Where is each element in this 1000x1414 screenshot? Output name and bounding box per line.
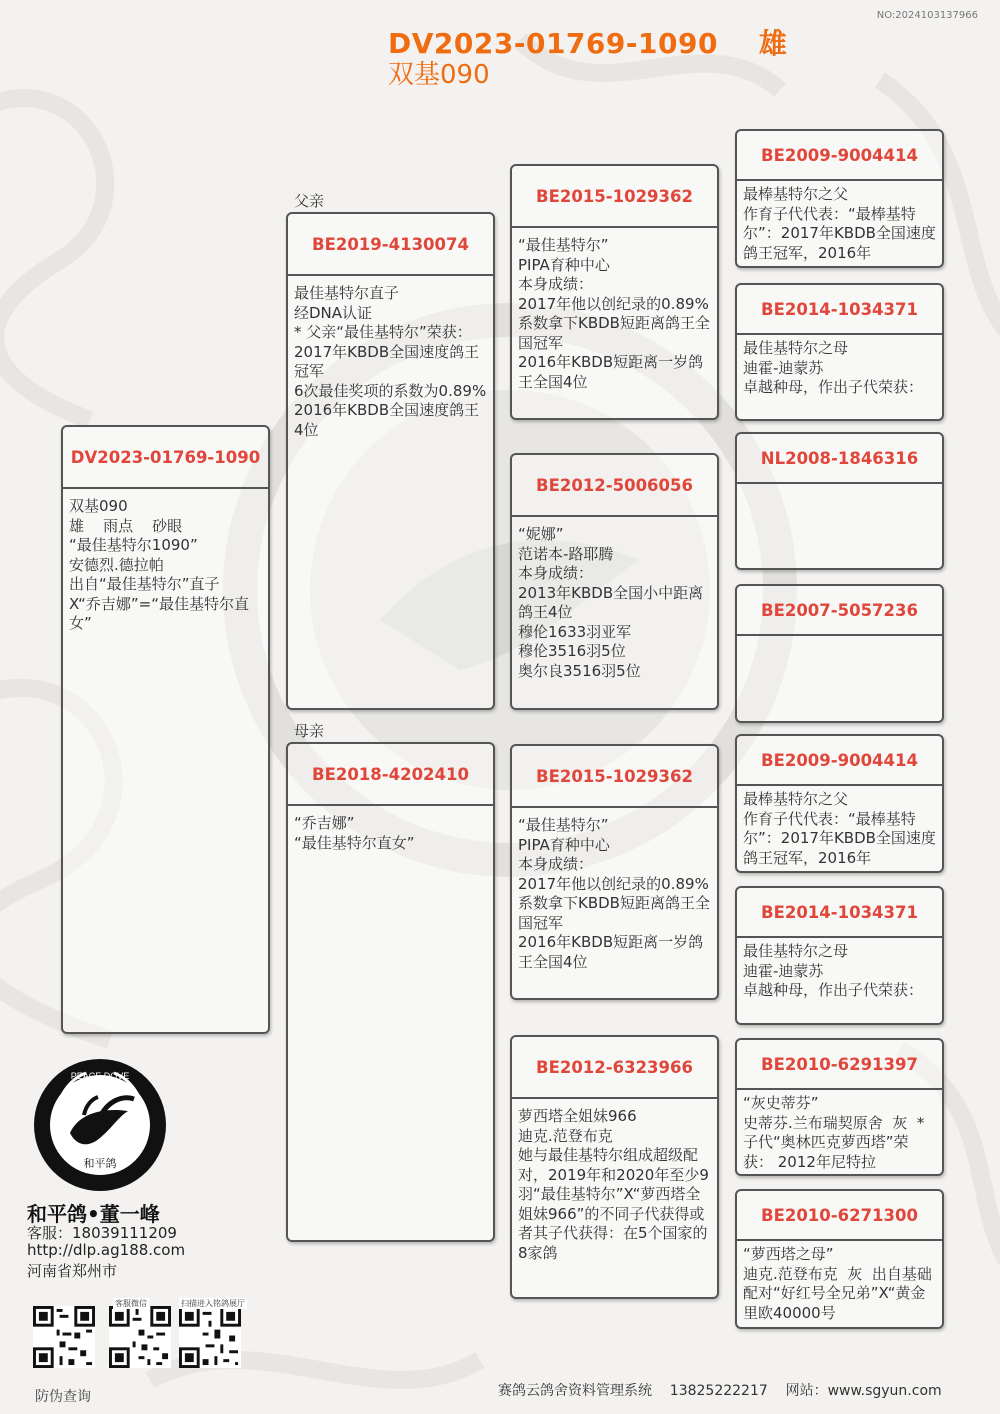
showroom-qr-code[interactable] bbox=[179, 1306, 241, 1368]
logo-top-text: PEACE DOVE bbox=[70, 1071, 130, 1081]
footer-info: 赛鸽云鸽舍资料管理系统 13825222217 网站：www.sgyun.com bbox=[498, 1383, 942, 1399]
grandsire-paternal-details: “最佳基特尔” PIPA育种中心 本身成绩： 2017年他以创纪录的0.89%系数拿下KBDB短距离鸽王全国冠军 2016年KBDB短距离一岁鸽王全国4位 bbox=[518, 236, 710, 391]
pigeon-name: 双基090 bbox=[388, 60, 490, 90]
granddam-paternal-details: “妮娜” 范诺本-路耶腾 本身成绩： 2013年KBDB全国小中距离鸽王4位 穆伦1633羽亚军 穆伦3516羽5位 奥尔良3516羽5位 bbox=[518, 525, 704, 680]
breeder-name: 和平鸽•董一峰 bbox=[27, 1202, 160, 1226]
mother-details: “乔吉娜” “最佳基特尔直女” bbox=[294, 814, 415, 852]
great-grandparent-ring: NL2008-1846316 bbox=[737, 434, 942, 484]
grandsire-maternal-card bbox=[510, 744, 719, 1000]
great-grandparent-ring: BE2014-1034371 bbox=[737, 285, 942, 335]
great-grandparent-details: “萝西塔之母” 迪克.范登布克 灰 出自基础配对“好红号全兄弟”X“黄金里欧40000号 bbox=[743, 1245, 932, 1322]
granddam-maternal-card bbox=[510, 1035, 719, 1299]
granddam-maternal-ring: BE2012-6323966 bbox=[512, 1037, 717, 1099]
great-grandparent-ring: BE2010-6291397 bbox=[737, 1040, 942, 1090]
granddam-paternal-ring: BE2012-5006056 bbox=[512, 455, 717, 517]
father-ring: BE2019-4130074 bbox=[288, 214, 493, 276]
granddam-maternal-details: 萝西塔全姐妹966 迪克.范登布克 她与最佳基特尔组成超级配对，2019年和2020年至少9羽“最佳基特尔”X“萝西塔全姐妹966”的不同子代获得或者其子代获得：在5个国家的8家鸽 bbox=[518, 1107, 709, 1262]
mother-label: 母亲 bbox=[294, 722, 325, 740]
subject-details: 双基090 雄 雨点 砂眼 “最佳基特尔1090” 安德烈.德拉帕 出自“最佳基特尔”直子 X“乔吉娜”=“最佳基特尔直女” bbox=[69, 497, 249, 632]
customer-service-qr-code[interactable] bbox=[109, 1306, 171, 1368]
peace-dove-logo bbox=[30, 1055, 170, 1195]
great-grandparent-details bbox=[737, 636, 942, 640]
father-card bbox=[286, 212, 495, 710]
great-grandparent-card-3 bbox=[735, 432, 944, 570]
subject-card bbox=[61, 425, 270, 1034]
document-number: NO:2024103137966 bbox=[876, 10, 978, 21]
mother-card bbox=[286, 742, 495, 1242]
great-grandparent-card-1 bbox=[735, 129, 944, 268]
qr-label-showroom: 扫描进入铭鸽展厅 bbox=[181, 1299, 245, 1308]
anti-fake-label: 防伪查询 bbox=[35, 1389, 91, 1405]
subject-ring: DV2023-01769-1090 bbox=[63, 427, 268, 489]
great-grandparent-card-8 bbox=[735, 1189, 944, 1329]
granddam-paternal-card bbox=[510, 453, 719, 710]
great-grandparent-ring: BE2009-9004414 bbox=[737, 131, 942, 181]
grandsire-maternal-ring: BE2015-1029362 bbox=[512, 746, 717, 808]
great-grandparent-card-2 bbox=[735, 283, 944, 421]
anti-fake-qr-code[interactable] bbox=[33, 1306, 95, 1368]
great-grandparent-ring: BE2014-1034371 bbox=[737, 888, 942, 938]
great-grandparent-details: 最棒基特尔之父 作育子代代表：“最棒基特尔”：2017年KBDB全国速度鸽王冠军，2016年 bbox=[743, 790, 936, 867]
grandsire-paternal-card bbox=[510, 164, 719, 420]
great-grandparent-details: “灰史蒂芬” 史蒂芬.兰布瑞契原舍 灰 *子代“奥林匹克萝西塔”荣获： 2012年尼特拉 bbox=[743, 1094, 925, 1171]
father-label: 父亲 bbox=[294, 192, 325, 210]
great-grandparent-details: 最佳基特尔之母 迪霍-迪蒙苏 卓越种母，作出子代荣获： bbox=[743, 339, 924, 396]
great-grandparent-ring: BE2007-5057236 bbox=[737, 586, 942, 636]
grandsire-maternal-details: “最佳基特尔” PIPA育种中心 本身成绩： 2017年他以创纪录的0.89%系数拿下KBDB短距离鸽王全国冠军 2016年KBDB短距离一岁鸽王全国4位 bbox=[518, 816, 710, 971]
great-grandparent-ring: BE2010-6271300 bbox=[737, 1191, 942, 1241]
great-grandparent-ring: BE2009-9004414 bbox=[737, 736, 942, 786]
logo-bottom-text: 和平鸽 bbox=[83, 1157, 117, 1170]
grandsire-paternal-ring: BE2015-1029362 bbox=[512, 166, 717, 228]
great-grandparent-card-7 bbox=[735, 1038, 944, 1176]
great-grandparent-details: 最棒基特尔之父 作育子代代表：“最棒基特尔”：2017年KBDB全国速度鸽王冠军，2016年 bbox=[743, 185, 936, 262]
great-grandparent-card-5 bbox=[735, 734, 944, 873]
mother-ring: BE2018-4202410 bbox=[288, 744, 493, 806]
breeder-phone: 客服：18039111209 bbox=[27, 1224, 177, 1242]
breeder-address: 河南省郑州市 bbox=[27, 1262, 118, 1280]
great-grandparent-details: 最佳基特尔之母 迪霍-迪蒙苏 卓越种母，作出子代荣获： bbox=[743, 942, 924, 999]
breeder-website[interactable]: http://dlp.ag188.com bbox=[27, 1241, 186, 1259]
page-title: DV2023-01769-1090 雄 bbox=[388, 27, 788, 60]
great-grandparent-details bbox=[737, 484, 942, 488]
great-grandparent-card-4 bbox=[735, 584, 944, 723]
qr-label-service: 客服微信 bbox=[115, 1299, 147, 1308]
father-details: 最佳基特尔直子 经DNA认证 * 父亲“最佳基特尔”荣获： 2017年KBDB全国速度鸽王冠军 6次最佳奖项的系数为0.89% 2016年KBDB全国速度鸽王4位 bbox=[294, 284, 487, 439]
great-grandparent-card-6 bbox=[735, 886, 944, 1025]
